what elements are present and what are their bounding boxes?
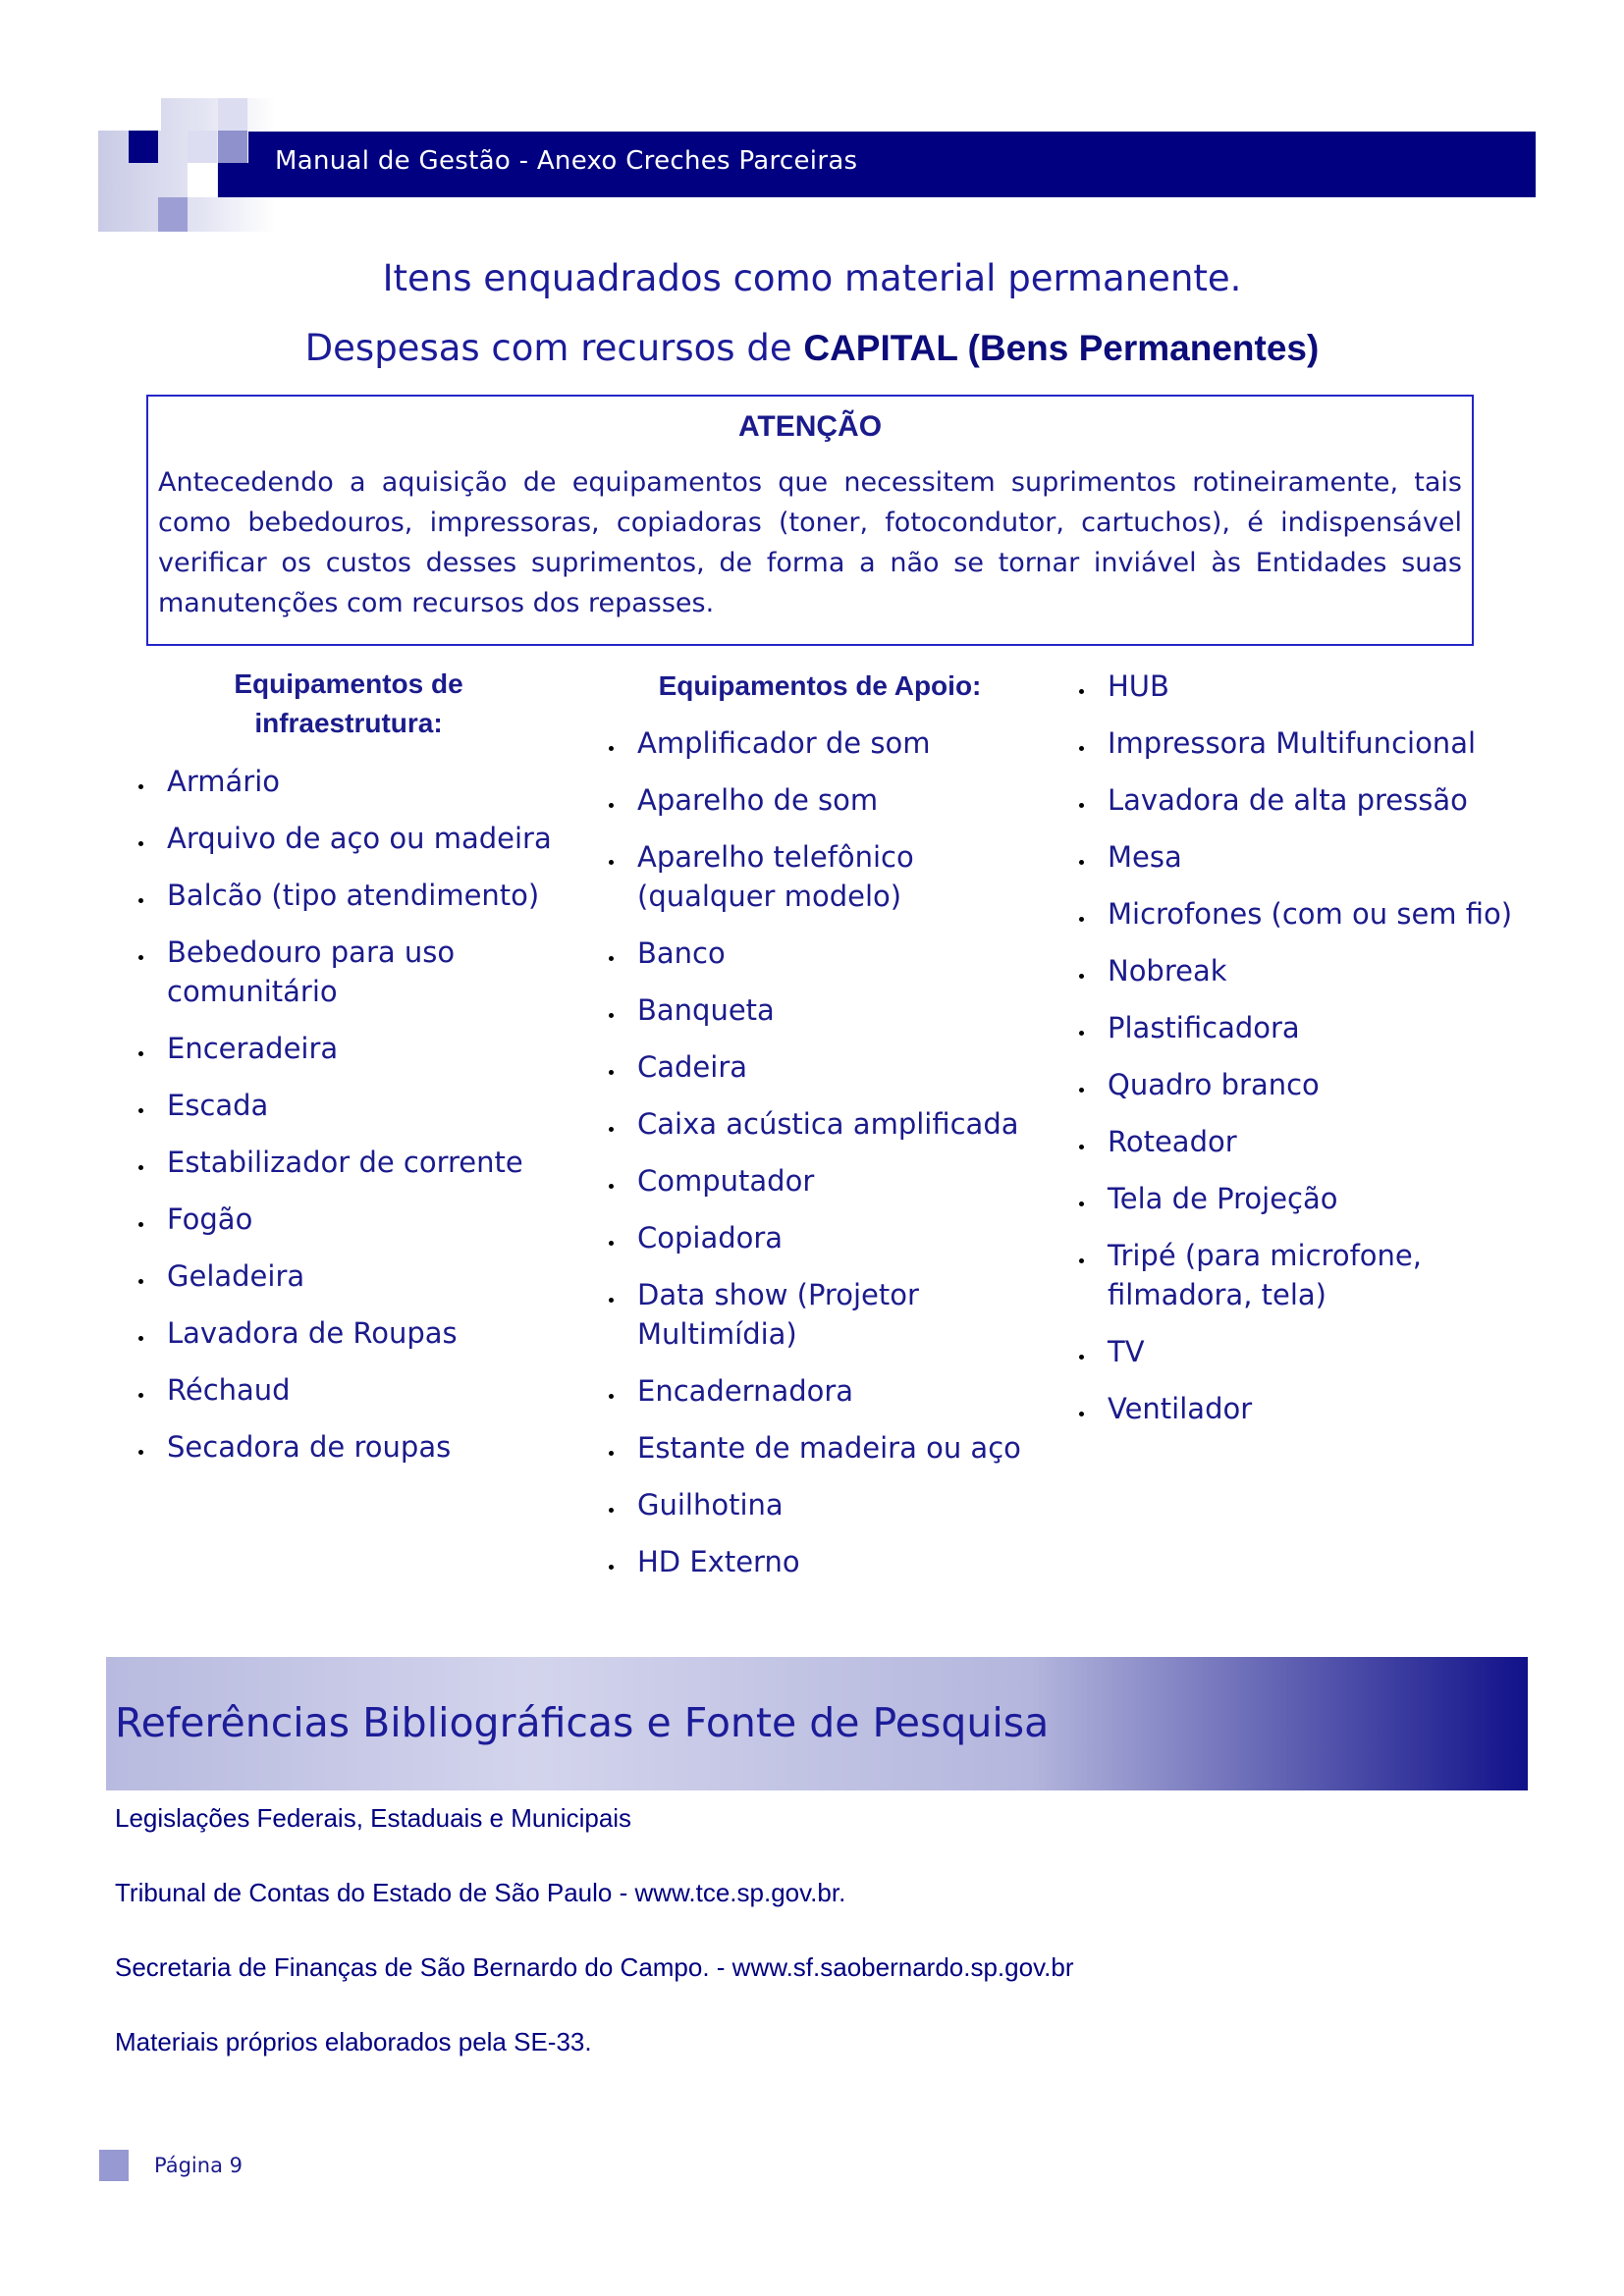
list-item: Balcão (tipo atendimento)	[135, 876, 567, 915]
reference-item: Tribunal de Contas do Estado de São Paulo - www.tce.sp.gov.br.	[115, 1878, 846, 1907]
list-item: Arquivo de aço ou madeira	[135, 819, 567, 858]
header-square	[129, 131, 158, 163]
list-item: Ventilador	[1075, 1389, 1517, 1428]
list-item: Armário	[135, 762, 567, 801]
list-item: Geladeira	[135, 1256, 567, 1296]
header-square	[158, 197, 188, 232]
page-number: Página 9	[154, 2154, 243, 2177]
list-item: HUB	[1075, 667, 1517, 706]
list-item: Cadeira	[605, 1047, 1037, 1087]
list-item: Aparelho telefônico (qualquer modelo)	[605, 837, 1037, 916]
page-subtitle	[0, 327, 1624, 369]
list-item: Estabilizador de corrente	[135, 1143, 567, 1182]
reference-item: Materiais próprios elaborados pela SE-33.	[115, 2027, 592, 2056]
header-square	[98, 98, 161, 131]
list-item: Mesa	[1075, 837, 1517, 877]
list-item: Escada	[135, 1086, 567, 1125]
list-item: Banqueta	[605, 990, 1037, 1030]
header-square	[218, 163, 248, 197]
list-item: Computador	[605, 1161, 1037, 1201]
header-square	[218, 131, 247, 163]
list-item: Copiadora	[605, 1218, 1037, 1257]
list-item: HD Externo	[605, 1542, 1037, 1581]
list-item: Secadora de roupas	[135, 1427, 567, 1467]
list-item: Microfones (com ou sem fio)	[1075, 894, 1517, 934]
list-item: Estante de madeira ou aço	[605, 1428, 1037, 1468]
list-item: Banco	[605, 934, 1037, 973]
list-item: Tela de Projeção	[1075, 1179, 1517, 1218]
list-item: Caixa acústica amplificada	[605, 1104, 1037, 1144]
attention-title: ATENÇÃO	[737, 410, 883, 443]
list-item: Lavadora de Roupas	[135, 1313, 567, 1353]
list-item: Impressora Multifuncional	[1075, 723, 1517, 763]
reference-item: Legislações Federais, Estaduais e Municipais	[115, 1803, 632, 1833]
header-square	[218, 98, 247, 131]
list-item: Tripé (para microfone, filmadora, tela)	[1075, 1236, 1517, 1314]
list-item: Bebedouro para uso comunitário	[135, 933, 567, 1011]
list-item: Data show (Projetor Multimídia)	[605, 1275, 1037, 1354]
header-square	[188, 131, 217, 163]
item-list	[135, 762, 567, 1484]
list-item: Réchaud	[135, 1370, 567, 1410]
list-item: Encadernadora	[605, 1371, 1037, 1411]
header-square	[188, 163, 217, 197]
list-item: Fogão	[135, 1200, 567, 1239]
column-heading: Equipamentos de Apoio:	[658, 670, 982, 701]
subtitle-prefix: Despesas com recursos de	[304, 327, 804, 369]
list-item: TV	[1075, 1332, 1517, 1371]
item-list	[1075, 667, 1517, 1446]
column-heading: Equipamentos de infraestrutura:	[234, 668, 463, 738]
list-item: Roteador	[1075, 1122, 1517, 1161]
list-item: Enceradeira	[135, 1029, 567, 1068]
list-item: Lavadora de alta pressão	[1075, 780, 1517, 820]
attention-text: Antecedendo a aquisição de equipamentos que necessitem suprimentos rotineiramente, tais como bebedouros, impressoras, copiadoras (toner, fotocondutor, cartuchos), é indispensável verificar os custos desses suprimentos, de forma a não se tornar inviável às Entidades suas manutenções com recursos dos repasses.	[158, 467, 1462, 618]
list-item: Nobreak	[1075, 951, 1517, 990]
list-item: Plastificadora	[1075, 1008, 1517, 1047]
reference-item: Secretaria de Finanças de São Bernardo do Campo. - www.sf.saobernardo.sp.gov.br	[115, 1952, 1074, 1982]
page-title: Itens enquadrados como material permanente.	[382, 257, 1242, 299]
list-item: Amplificador de som	[605, 723, 1037, 763]
subtitle-bold: CAPITAL (Bens Permanentes)	[803, 328, 1320, 368]
list-item: Guilhotina	[605, 1485, 1037, 1524]
list-item: Quadro branco	[1075, 1065, 1517, 1104]
references-title: Referências Bibliográficas e Fonte de Pesquisa	[115, 1699, 1050, 1746]
list-item: Aparelho de som	[605, 780, 1037, 820]
item-list	[605, 723, 1037, 1599]
attention-box	[146, 395, 1474, 646]
header-title: Manual de Gestão - Anexo Creches Parceiras	[275, 146, 858, 176]
footer-square	[99, 2150, 129, 2181]
